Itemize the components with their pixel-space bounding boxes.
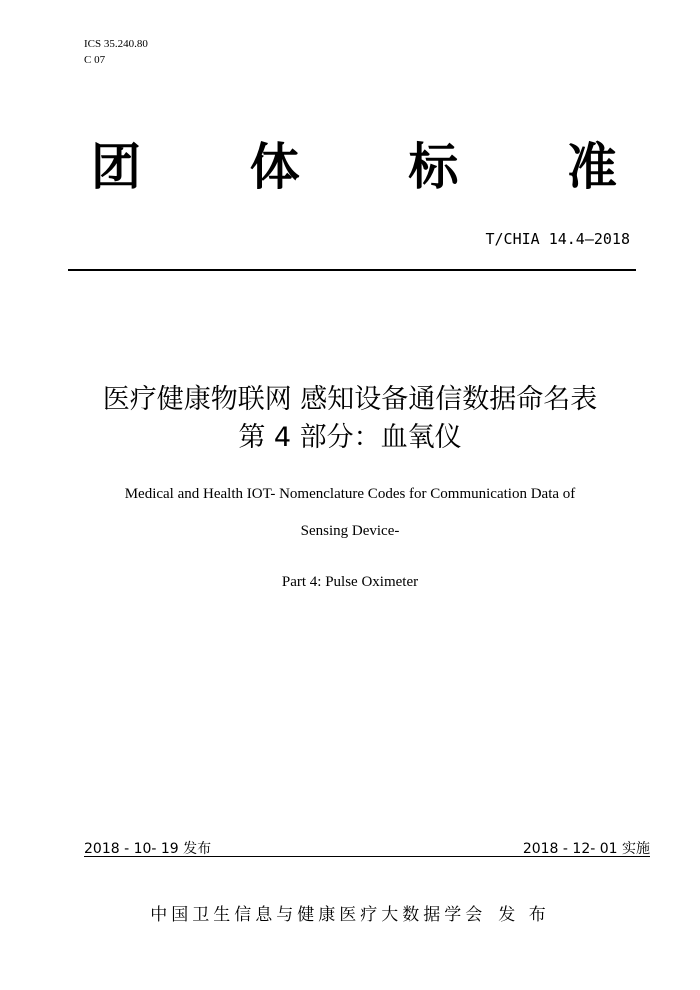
- title-en-line-2: Sensing Device-: [300, 523, 400, 539]
- title-en-line-3: Part 4: Pulse Oximeter: [281, 574, 419, 590]
- doctype-char-4: 准: [566, 138, 617, 196]
- classification-codes: [84, 36, 148, 68]
- release-date: 2018 - 10- 19 发布: [84, 841, 212, 857]
- footer-divider: [84, 856, 650, 857]
- document-type-heading: [84, 135, 624, 199]
- standard-number: T/CHIA 14.4—2018: [485, 230, 630, 248]
- publish-label: 发 布: [498, 905, 550, 925]
- doctype-char-2: 体: [249, 138, 300, 196]
- title-cn-line-2: 第 4 部分：血氧仪: [238, 422, 462, 453]
- doctype-char-3: 标: [408, 138, 459, 196]
- title-cn-line-1: 医疗健康物联网 感知设备通信数据命名表: [102, 384, 598, 415]
- publisher-name: 中国卫生信息与健康医疗大数据学会: [150, 905, 487, 925]
- title-en-line-1: Medical and Health IOT- Nomenclature Codes for Communication Data of: [124, 486, 576, 502]
- ccs-code: C 07: [84, 54, 106, 66]
- ics-code: ICS 35.240.80: [84, 38, 148, 50]
- doctype-char-1: 团: [91, 138, 141, 196]
- implementation-date: 2018 - 12- 01 实施: [522, 841, 650, 857]
- header-divider: [68, 269, 636, 271]
- publisher-line: [0, 900, 700, 925]
